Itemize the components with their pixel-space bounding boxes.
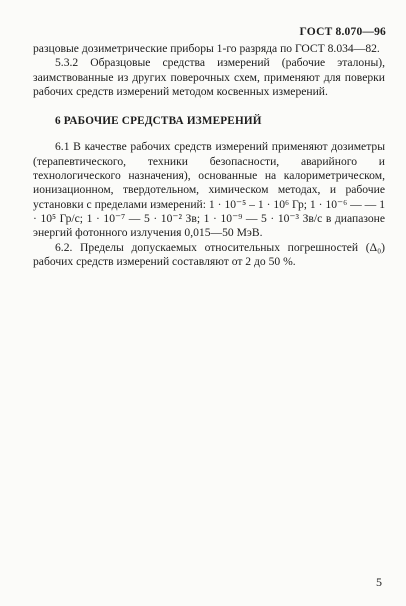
paragraph-6-1: 6.1 В качестве рабочих средств измерений применяют дозиметры (терапевтического, техники безопасности, аварийного и технологического назначения), основанные на калориметрическом, ионизационном, твердотельном, химическом методах, и рабочие установки с пределами измерений: 1 · 10⁻⁵ – 1 · 10⁶ Гр; 1 · 10⁻⁶ — — 1 · 10⁵ Гр/с; 1 · 10⁻⁷ — 5 · 10⁻² Зв; 1 · 10⁻⁹ — 5 · 10⁻³ Зв/с в диапазоне энергий фотонного излучения 0,015—50 МэВ.	[33, 140, 385, 240]
standard-number-header: ГОСТ 8.070—96	[299, 26, 386, 38]
section-6-heading: 6 РАБОЧИЕ СРЕДСТВА ИЗМЕРЕНИЙ	[55, 115, 262, 128]
body-text	[33, 42, 385, 269]
paragraph-continuation: разцовые дозиметрические приборы 1-го разряда по ГОСТ 8.034—82.	[33, 42, 380, 55]
paragraph-5-3-2: 5.3.2 Образцовые средства измерений (рабочие эталоны), заимствованные из других поверочных схем, применяют для поверки рабочих средств измерений методом косвенных измерений.	[33, 56, 385, 98]
paragraph-6-2: 6.2. Пределы допускаемых относительных погрешностей (Δ₀) рабочих средств измерений составляют от 2 до 50 %.	[33, 240, 385, 268]
page-number: 5	[376, 575, 382, 589]
